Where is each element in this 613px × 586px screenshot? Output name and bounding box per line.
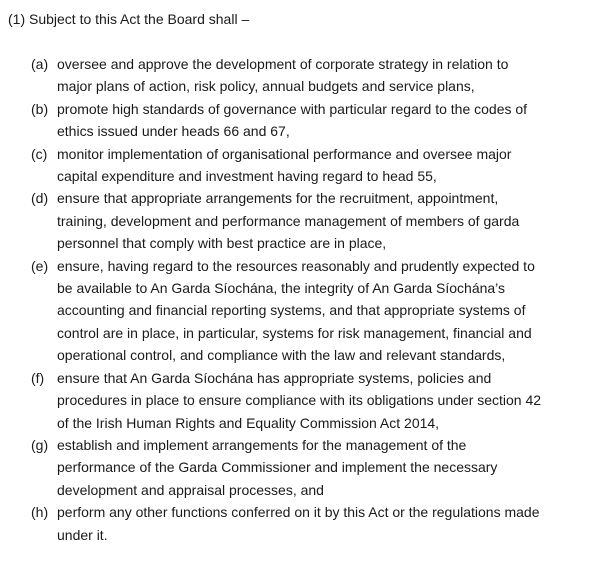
clause-label: (f) [31, 369, 45, 386]
clause-text: ensure that An Garda Síochána has appropriate systems, policies and procedures in place to ensure compliance with its obligations under section 42 of the Irish Human Rights and Equality Commission Act 2014, [57, 369, 542, 431]
clause-label: (g) [31, 436, 49, 453]
clause-label: (h) [31, 504, 49, 521]
section-intro: (1) Subject to this Act the Board shall – [8, 11, 250, 27]
clause-label: (c) [31, 145, 48, 162]
clause-h [31, 501, 606, 546]
clause-text: ensure that appropriate arrangements for the recruitment, appointment, training, development and performance management of members of garda personnel that comply with best practice are in place, [57, 190, 520, 252]
clause-text: ensure, having regard to the resources reasonably and prudently expected to be available to An Garda Síochána, the integrity of An Garda Síochána’s accounting and financial reporting systems, and that appropriate systems of control are in place, in particular, systems for risk management, financial and operational control, and compliance with the law and relevant standards, [57, 257, 535, 364]
clause-text: perform any other functions conferred on it by this Act or the regulations made under it. [57, 504, 540, 543]
clause-text: promote high standards of governance with particular regard to the codes of ethics issued under heads 66 and 67, [57, 100, 528, 140]
clause-list [31, 53, 606, 546]
clause-label: (a) [31, 56, 49, 72]
clause-c [31, 143, 606, 188]
clause-g [31, 434, 606, 501]
clause-label: (d) [31, 190, 49, 207]
clause-a [31, 53, 606, 98]
clause-label: (e) [31, 257, 49, 274]
clause-d [31, 187, 606, 254]
clause-f [31, 367, 606, 434]
clause-b [31, 98, 606, 143]
clause-text: establish and implement arrangements for the management of the performance of the Garda Commissioner and implement the necessary development and appraisal processes, and [57, 436, 498, 498]
clause-text: monitor implementation of organisational performance and oversee major capital expenditure and investment having regard to head 55, [57, 145, 512, 185]
clause-label: (b) [31, 100, 49, 117]
clause-text: oversee and approve the development of corporate strategy in relation to major plans of action, risk policy, annual budgets and service plans, [57, 56, 509, 95]
clause-e [31, 255, 606, 367]
